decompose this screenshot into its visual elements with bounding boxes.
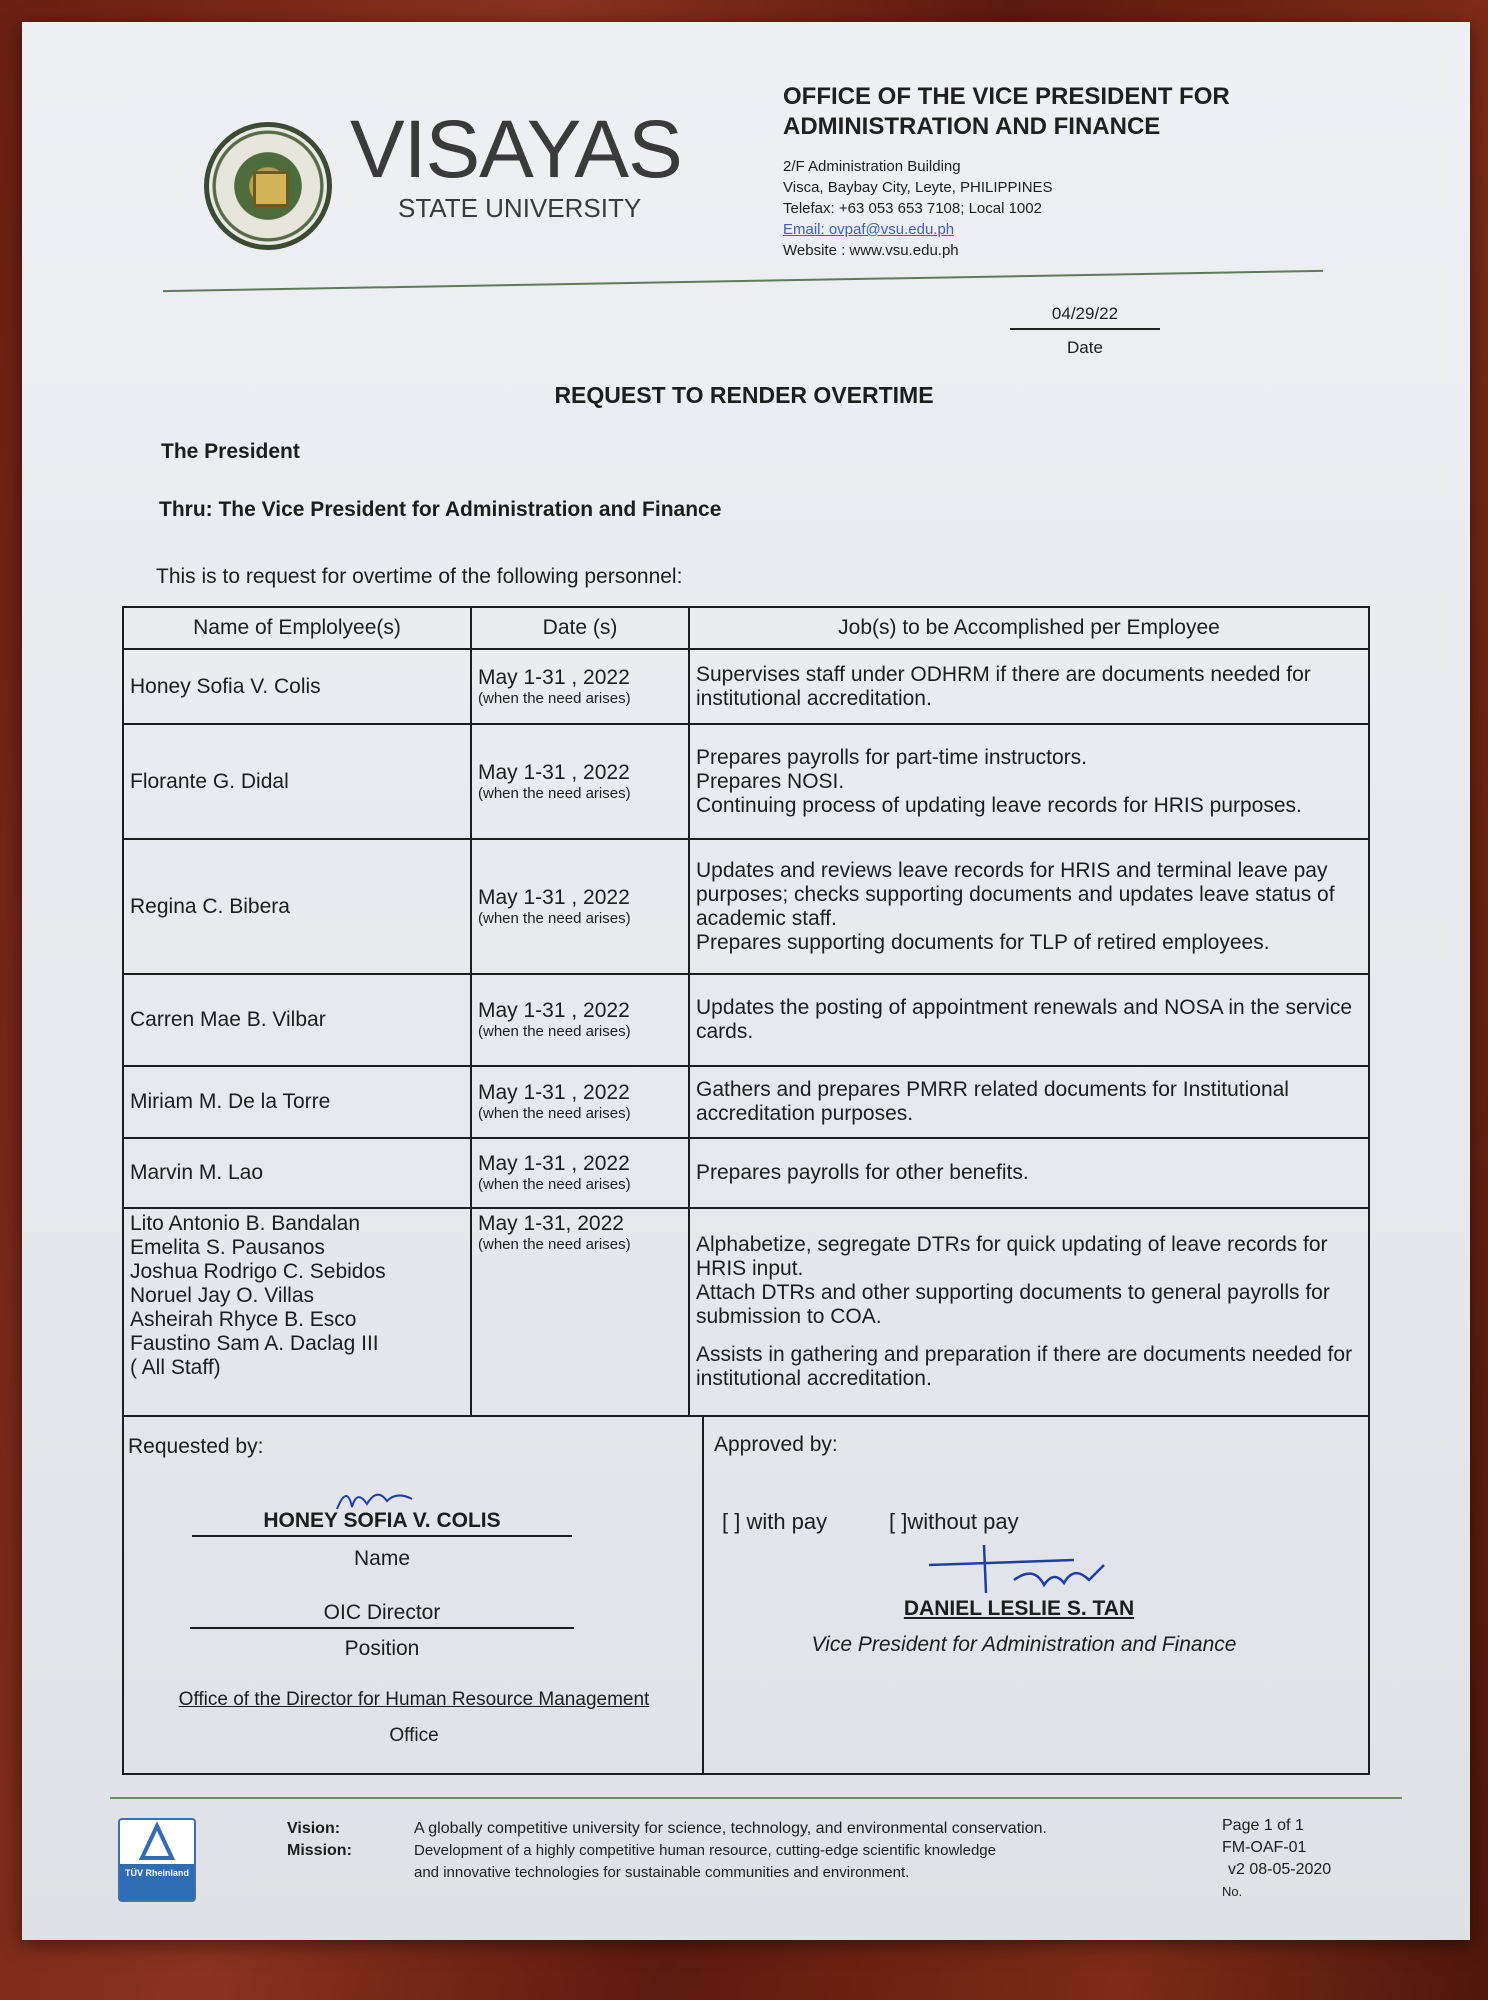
certification-text: TÜV Rheinland	[124, 1868, 189, 1878]
table-header-row	[123, 607, 1369, 649]
date-range: May 1-31 , 2022	[478, 665, 630, 689]
col-header-jobs: Job(s) to be Accomplished per Employee	[689, 607, 1369, 649]
table-row	[123, 1208, 1369, 1416]
job-item: Prepares payrolls for part-time instructors.	[696, 745, 1087, 769]
employee-names	[123, 839, 471, 974]
vision-mission-text: A globally competitive university for science, technology, and environmental conservation. Development of a highly competitive human resource, cutting-edge scientific knowledge and innovative technologies for sustainable communities and environment.	[414, 1820, 1047, 1881]
employee-name: Regina C. Bibera	[130, 894, 290, 918]
date-note: (when the need arises)	[478, 1176, 631, 1193]
employee-names	[123, 974, 471, 1066]
job-item: Supervises staff under ODHRM if there are documents needed for institutional accreditation.	[696, 662, 1311, 710]
approver-name: DANIEL LESLIE S. TAN	[903, 1597, 1135, 1620]
date-range: May 1-31 , 2022	[478, 760, 630, 784]
date-range: May 1-31 , 2022	[478, 999, 630, 1022]
employee-name: Faustino Sam A. Daclag III	[130, 1332, 379, 1355]
approved-by-label: Approved by:	[714, 1433, 838, 1456]
table-row	[123, 1066, 1369, 1138]
employee-name: Marvin M. Lao	[130, 1161, 264, 1184]
requester-office: Office of the Director for Human Resource Management	[178, 1689, 650, 1710]
employee-name: Honey Sofia V. Colis	[130, 674, 321, 698]
date-note: (when the need arises)	[478, 1023, 631, 1040]
jobs-cell	[689, 649, 1369, 724]
website: Website : www.vsu.edu.ph	[783, 242, 959, 259]
date-cell	[471, 1208, 689, 1416]
addressee: The President	[161, 440, 300, 463]
col-header-date: Date (s)	[471, 607, 689, 649]
employee-name: Miriam M. De la Torre	[130, 1090, 331, 1113]
employee-name: Lito Antonio B. Bandalan	[130, 1212, 361, 1235]
email-link[interactable]: Email: ovpaf@vsu.edu.ph	[783, 221, 955, 238]
employee-names	[123, 1208, 471, 1416]
approver-title: Vice President for Administration and Finance	[811, 1633, 1237, 1656]
employee-name: Florante G. Didal	[130, 769, 289, 793]
without-pay-checkbox[interactable]: [ ]without pay	[889, 1509, 1019, 1534]
date-note: (when the need arises)	[478, 1105, 631, 1122]
job-item: Attach DTRs and other supporting documents to general payrolls for submission to COA.	[696, 1281, 1330, 1328]
date-note: (when the need arises)	[478, 1236, 631, 1253]
date-cell	[471, 1066, 689, 1138]
employee-name: Emelita S. Pausanos	[130, 1236, 325, 1259]
jobs-cell	[689, 724, 1369, 839]
requester-name: HONEY SOFIA V. COLIS	[192, 1509, 572, 1537]
employee-names	[123, 1066, 471, 1138]
overtime-table	[122, 606, 1370, 1417]
date-cell	[471, 724, 689, 839]
job-item: Assists in gathering and preparation if there are documents needed for institutional accreditation.	[696, 1343, 1353, 1390]
jobs-cell	[689, 974, 1369, 1066]
footer-divider	[110, 1797, 1402, 1799]
requester-name-label: Name	[353, 1547, 411, 1570]
date-range: May 1-31 , 2022	[478, 1081, 630, 1104]
table-row	[123, 974, 1369, 1066]
requested-by-label: Requested by:	[128, 1435, 264, 1458]
date-cell	[471, 974, 689, 1066]
col-header-name: Name of Emplolyee(s)	[123, 607, 471, 649]
employee-name: Joshua Rodrigo C. Sebidos	[130, 1260, 386, 1283]
signature-section	[122, 1417, 1370, 1775]
employee-name: Noruel Jay O. Villas	[130, 1284, 315, 1307]
intro-text: This is to request for overtime of the following personnel:	[156, 565, 683, 588]
requester-position-label: Position	[344, 1637, 420, 1660]
university-seal-logo	[204, 122, 332, 250]
job-item: Prepares payrolls for other benefits.	[696, 1161, 1029, 1184]
tuv-certification-logo	[118, 1818, 196, 1902]
job-item: Updates and reviews leave records for HRIS and terminal leave pay purposes; checks supporting documents and updates leave status of academic staff.	[696, 858, 1335, 930]
employee-name: Asheirah Rhyce B. Esco	[130, 1308, 357, 1331]
logo-subtitle: STATE UNIVERSITY	[398, 193, 642, 223]
requester-office-label: Office	[389, 1725, 439, 1746]
employee-names	[123, 649, 471, 724]
vision-mission-labels: Vision: Mission:	[287, 1820, 352, 1859]
jobs-cell	[689, 1138, 1369, 1208]
job-item: Alphabetize, segregate DTRs for quick updating of leave records for HRIS input.	[696, 1233, 1328, 1280]
employee-name: ( All Staff)	[130, 1356, 221, 1379]
document-title: REQUEST TO RENDER OVERTIME	[554, 382, 934, 408]
job-item: Gathers and prepares PMRR related documents for Institutional accreditation purposes.	[696, 1078, 1289, 1125]
form-info: Page 1 of 1 FM-OAF-01 v2 08-05-2020 No.	[1222, 1817, 1332, 1899]
table-row	[123, 724, 1369, 839]
office-title: OFFICE OF THE VICE PRESIDENT FOR ADMINISTRATION AND FINANCE	[783, 83, 1230, 140]
jobs-cell	[689, 839, 1369, 974]
approver-signature	[924, 1545, 1134, 1595]
job-item: Continuing process of updating leave records for HRIS purposes.	[696, 793, 1302, 817]
job-item: Prepares supporting documents for TLP of retired employees.	[696, 930, 1270, 954]
date-note: (when the need arises)	[478, 909, 631, 927]
date-value: 04/29/22	[1010, 304, 1160, 330]
table-row	[123, 839, 1369, 974]
table-row	[123, 649, 1369, 724]
employee-names	[123, 724, 471, 839]
jobs-cell	[689, 1208, 1369, 1416]
employee-names	[123, 1138, 471, 1208]
date-note: (when the need arises)	[478, 689, 631, 707]
date-range: May 1-31 , 2022	[478, 1152, 630, 1175]
thru-line: Thru: The Vice President for Administration and Finance	[159, 498, 722, 521]
jobs-cell	[689, 1066, 1369, 1138]
date-cell	[471, 649, 689, 724]
employee-name: Carren Mae B. Vilbar	[130, 1008, 326, 1031]
logo-wordmark: VISAYAS	[350, 104, 682, 195]
requester-position: OIC Director	[190, 1601, 574, 1629]
date-cell	[471, 839, 689, 974]
date-label: Date	[1067, 338, 1103, 357]
job-item: Prepares NOSI.	[696, 769, 845, 793]
table-row	[123, 1138, 1369, 1208]
office-address: 2/F Administration Building Visca, Baybay City, Leyte, PHILIPPINES Telefax: +63 053 653 7108; Local 1002 Email: ovpaf@vsu.edu.ph Website : www.vsu.edu.ph	[783, 158, 1053, 259]
form-body	[122, 606, 1370, 1775]
job-item: Updates the posting of appointment renewals and NOSA in the service cards.	[696, 996, 1353, 1043]
date-range: May 1-31, 2022	[478, 1212, 624, 1235]
with-pay-checkbox[interactable]: [ ] with pay	[722, 1509, 828, 1534]
date-note: (when the need arises)	[478, 784, 631, 802]
date-range: May 1-31 , 2022	[478, 885, 630, 909]
date-cell	[471, 1138, 689, 1208]
